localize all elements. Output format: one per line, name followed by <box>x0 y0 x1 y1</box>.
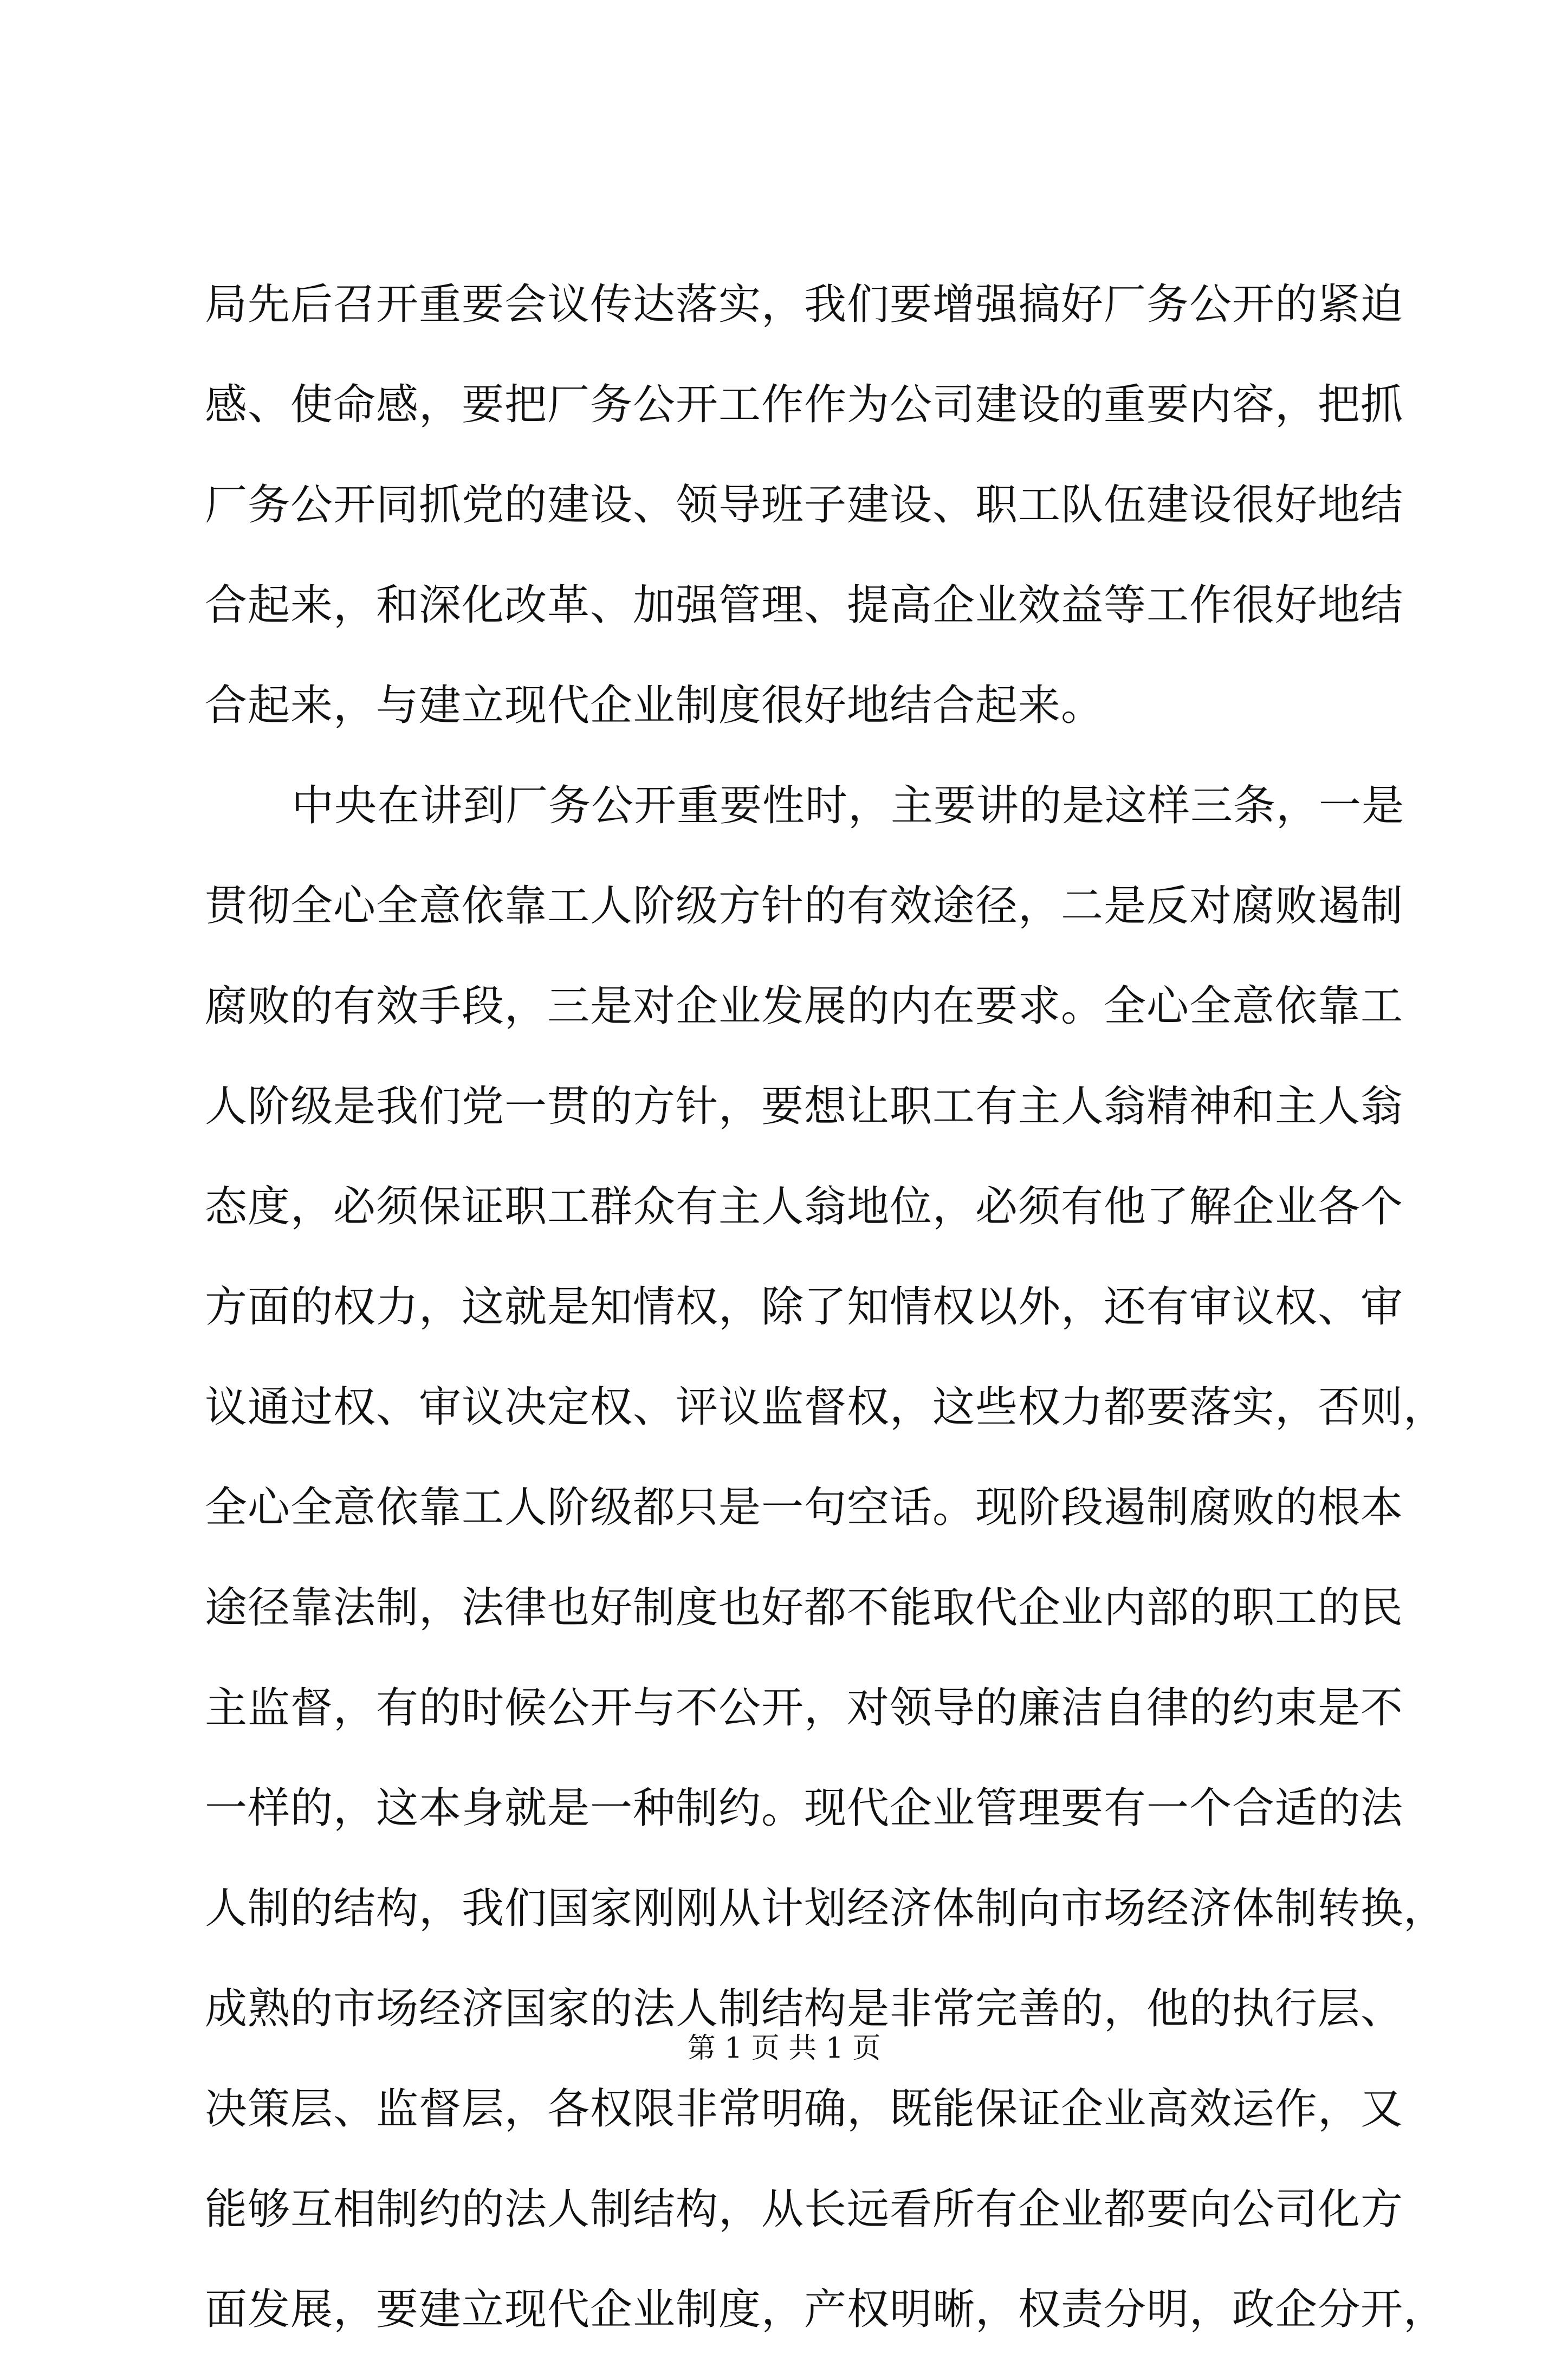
text-line: 主监督，有的时候公开与不公开，对领导的廉洁自律的约束是不 <box>205 1684 1404 1732</box>
text-line: 决策层、监督层，各权限非常明确，既能保证企业高效运作，又 <box>205 2085 1404 2133</box>
text-line: 途径靠法制，法律也好制度也好都不能取代企业内部的职工的民 <box>205 1583 1404 1632</box>
text-line: 腐败的有效手段，三是对企业发展的内在要求。全心全意依靠工 <box>205 982 1404 1031</box>
text-line: 局先后召开重要会议传达落实，我们要增强搞好厂务公开的紧迫 <box>205 280 1404 329</box>
text-line: 全心全意依靠工人阶级都只是一句空话。现阶段遏制腐败的根本 <box>205 1483 1404 1532</box>
text-line: 合起来，与建立现代企业制度很好地结合起来。 <box>205 681 1104 730</box>
text-line: 合起来，和深化改革、加强管理、提高企业效益等工作很好地结 <box>205 581 1404 630</box>
text-line: 成熟的市场经济国家的法人制结构是非常完善的，他的执行层、 <box>205 1984 1404 2033</box>
page-number-footer: 第 1 页 共 1 页 <box>687 2032 881 2065</box>
text-line: 一样的，这本身就是一种制约。现代企业管理要有一个合适的法 <box>205 1784 1404 1833</box>
text-line: 人制的结构，我们国家刚刚从计划经济体制向市场经济体制转换， <box>205 1884 1447 1933</box>
text-line: 厂务公开同抓党的建设、领导班子建设、职工队伍建设很好地结 <box>205 481 1404 529</box>
text-line: 方面的权力，这就是知情权，除了知情权以外，还有审议权、审 <box>205 1283 1404 1331</box>
paragraph-first-line: 中央在讲到厂务公开重要性时，主要讲的是这样三条，一是 <box>291 781 1405 830</box>
text-line: 议通过权、审议决定权、评议监督权，这些权力都要落实，否则， <box>205 1383 1447 1432</box>
text-line: 感、使命感，要把厂务公开工作作为公司建设的重要内容，把抓 <box>205 380 1404 429</box>
text-line: 人阶级是我们党一贯的方针，要想让职工有主人翁精神和主人翁 <box>205 1082 1404 1131</box>
text-line: 能够互相制约的法人制结构，从长远看所有企业都要向公司化方 <box>205 2185 1404 2234</box>
text-line: 态度，必须保证职工群众有主人翁地位，必须有他了解企业各个 <box>205 1182 1404 1231</box>
text-line: 面发展，要建立现代企业制度，产权明晰，权责分明，政企分开， <box>205 2285 1447 2334</box>
text-line: 贯彻全心全意依靠工人阶级方针的有效途径，二是反对腐败遏制 <box>205 882 1404 930</box>
